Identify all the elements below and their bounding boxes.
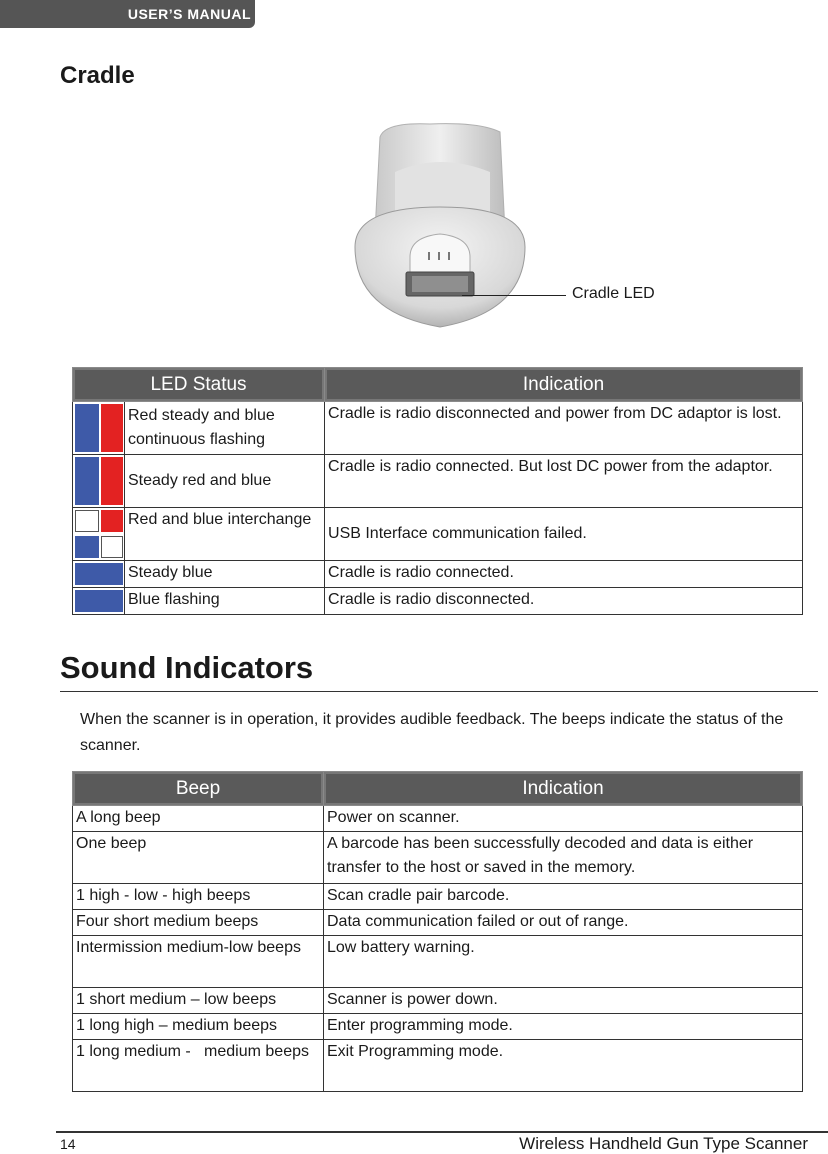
- table-row: [73, 561, 803, 588]
- table-row: [73, 806, 803, 832]
- blue-led-swatch: [75, 590, 123, 612]
- beep-indication-cell: Power on scanner.: [324, 806, 803, 832]
- beep-indication-cell: Scanner is power down.: [324, 988, 803, 1014]
- table-row: [73, 402, 803, 455]
- beep-cell: 1 high - low - high beeps: [73, 884, 324, 910]
- beep-indication-cell: A barcode has been successfully decoded and data is either transfer to the host or saved in the memory.: [324, 832, 803, 884]
- blue-led-swatch: [75, 404, 99, 452]
- led-swatch: [73, 561, 125, 588]
- red-led-swatch: [101, 404, 123, 452]
- indication-header: Indication: [324, 772, 803, 806]
- led-status-text: Steady blue: [125, 561, 325, 588]
- table-row: [73, 910, 803, 936]
- table-row: [73, 1014, 803, 1040]
- blue-led-swatch: [75, 457, 99, 505]
- red-led-swatch: [101, 457, 123, 505]
- sound-intro-text: When the scanner is in operation, it provides audible feedback. The beeps indicate the status of the scanner.: [80, 711, 784, 754]
- off-led-swatch: [101, 536, 123, 558]
- table-row: [73, 884, 803, 910]
- beep-cell: One beep: [73, 832, 324, 884]
- beep-indication-cell: Scan cradle pair barcode.: [324, 884, 803, 910]
- beep-cell: 1 long high – medium beeps: [73, 1014, 324, 1040]
- footer-divider: [56, 1131, 828, 1133]
- red-led-swatch: [101, 510, 123, 532]
- table-row: [73, 588, 803, 615]
- beep-indication-cell: Exit Programming mode.: [324, 1040, 803, 1092]
- beep-indication-cell: Data communication failed or out of range.: [324, 910, 803, 936]
- table-row: [73, 508, 803, 561]
- beep-cell: 1 short medium – low beeps: [73, 988, 324, 1014]
- led-status-table: [72, 367, 803, 615]
- led-swatch: [73, 455, 125, 508]
- led-swatch: [73, 508, 125, 561]
- led-status-text: Red steady and blue continuous flashing: [125, 402, 325, 455]
- blue-led-swatch: [75, 563, 123, 585]
- led-swatch: [73, 402, 125, 455]
- led-indication-text: Cradle is radio disconnected.: [325, 588, 803, 615]
- led-status-text: Red and blue interchange: [125, 508, 325, 561]
- beep-indication-cell: Low battery warning.: [324, 936, 803, 988]
- section-tab-label: USER’S MANUAL: [127, 6, 251, 22]
- page-number: 14: [60, 1136, 76, 1152]
- section-tab: [0, 0, 255, 28]
- beep-cell: A long beep: [73, 806, 324, 832]
- beep-cell: Four short medium beeps: [73, 910, 324, 936]
- callout-line: [462, 295, 566, 296]
- led-indication-text: Cradle is radio connected. But lost DC power from the adaptor.: [325, 455, 803, 508]
- blue-led-swatch: [75, 536, 99, 558]
- indication-header: Indication: [325, 368, 803, 402]
- cradle-led-callout: Cradle LED: [572, 285, 655, 302]
- beep-header: Beep: [73, 772, 324, 806]
- sound-indicators-heading: Sound Indicators: [60, 650, 314, 685]
- led-status-text: Steady red and blue: [125, 455, 325, 508]
- beep-cell: 1 long medium - medium beeps: [73, 1040, 324, 1092]
- table-row: [73, 832, 803, 884]
- table-row: [73, 455, 803, 508]
- led-status-header: LED Status: [73, 368, 325, 402]
- table-row: [73, 988, 803, 1014]
- cradle-photo: [340, 112, 540, 337]
- cradle-heading: Cradle: [60, 62, 135, 89]
- heading-divider: [60, 691, 818, 692]
- beep-table: [72, 771, 803, 1092]
- led-indication-text: Cradle is radio connected.: [325, 561, 803, 588]
- led-swatch: [73, 588, 125, 615]
- led-status-text: Blue flashing: [125, 588, 325, 615]
- led-indication-text: Cradle is radio disconnected and power from DC adaptor is lost.: [325, 402, 803, 455]
- table-row: [73, 1040, 803, 1092]
- table-row: [73, 936, 803, 988]
- led-indication-text: USB Interface communication failed.: [325, 508, 803, 561]
- beep-indication-cell: Enter programming mode.: [324, 1014, 803, 1040]
- off-led-swatch: [75, 510, 99, 532]
- footer-title: Wireless Handheld Gun Type Scanner: [519, 1134, 808, 1153]
- beep-cell: Intermission medium-low beeps: [73, 936, 324, 988]
